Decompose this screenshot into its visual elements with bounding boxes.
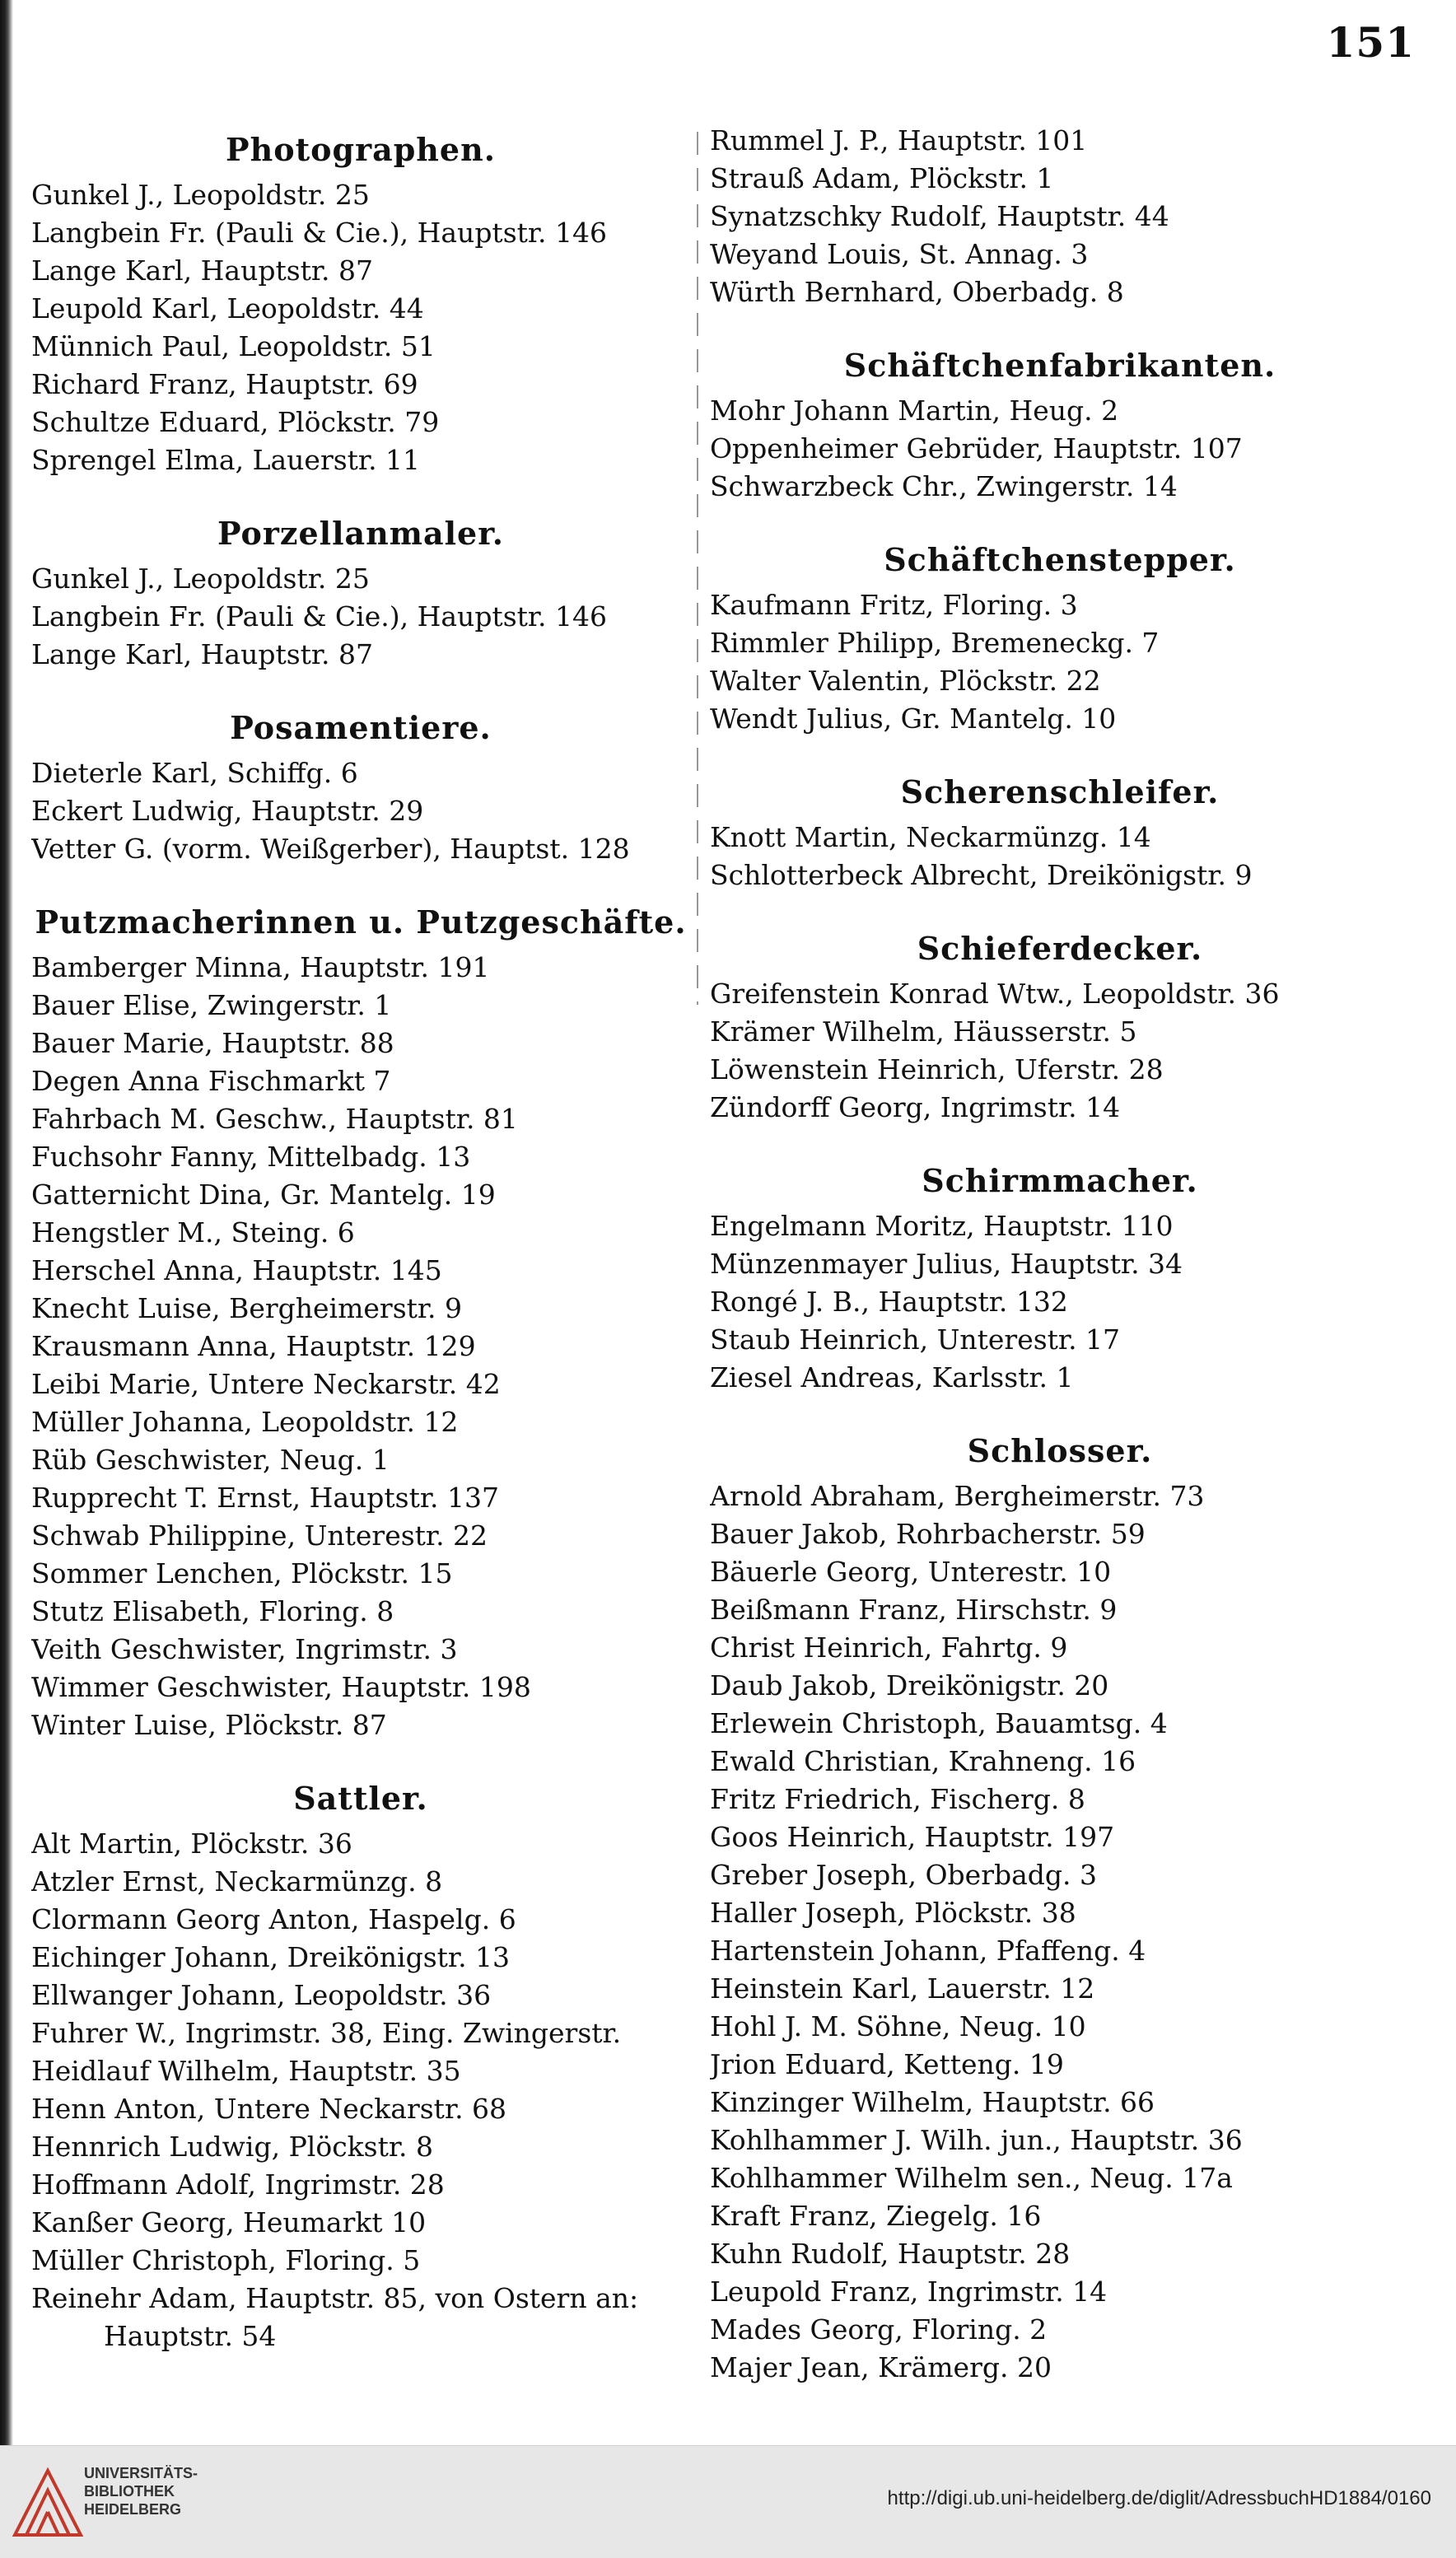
directory-entry: Langbein Fr. (Pauli & Cie.), Hauptstr. 146 — [31, 217, 608, 249]
directory-entry: Dieterle Karl, Schiffg. 6 — [31, 757, 358, 789]
directory-entry: Wendt Julius, Gr. Mantelg. 10 — [710, 703, 1117, 735]
section-title: Porzellanmaler. — [217, 515, 504, 552]
directory-entry: Veith Geschwister, Ingrimstr. 3 — [31, 1633, 458, 1665]
directory-entry: Müller Johanna, Leopoldstr. 12 — [31, 1406, 459, 1438]
section-title: Sattler. — [293, 1780, 428, 1817]
directory-entry: Krämer Wilhelm, Häusserstr. 5 — [710, 1015, 1137, 1048]
directory-entry: Schlotterbeck Albrecht, Dreikönigstr. 9 — [710, 859, 1253, 891]
directory-section — [31, 1772, 690, 2355]
section-gap — [31, 868, 690, 896]
directory-section — [710, 339, 1410, 506]
directory-entry: Rimmler Philipp, Bremeneckg. 7 — [710, 627, 1160, 659]
directory-entry: Hennrich Ludwig, Plöckstr. 8 — [31, 2131, 433, 2163]
directory-entry: Synatzschky Rudolf, Hauptstr. 44 — [710, 200, 1169, 232]
directory-entry: Schwarzbeck Chr., Zwingerstr. 14 — [710, 470, 1178, 502]
directory-entry: Staub Heinrich, Unterestr. 17 — [710, 1323, 1121, 1356]
directory-entry: Münnich Paul, Leopoldstr. 51 — [31, 330, 436, 362]
directory-entry: Eckert Ludwig, Hauptstr. 29 — [31, 795, 424, 827]
directory-entry: Beißmann Franz, Hirschstr. 9 — [710, 1594, 1118, 1626]
entry-list — [710, 586, 1410, 738]
directory-entry: Rupprecht T. Ernst, Hauptstr. 137 — [31, 1482, 499, 1514]
directory-entry: Hoffmann Adolf, Ingrimstr. 28 — [31, 2168, 445, 2201]
directory-entry: Erlewein Christoph, Bauamtsg. 4 — [710, 1707, 1168, 1739]
directory-entry: Rongé J. B., Hauptstr. 132 — [710, 1286, 1068, 1318]
section-title: Schäftchenfabrikanten. — [843, 347, 1276, 384]
directory-entry: Würth Bernhard, Oberbadg. 8 — [710, 276, 1124, 308]
directory-entry: Stutz Elisabeth, Floring. 8 — [31, 1595, 394, 1627]
directory-entry: Kinzinger Wilhelm, Hauptstr. 66 — [710, 2086, 1155, 2118]
right-column — [710, 122, 1410, 2387]
directory-section — [31, 124, 690, 479]
directory-entry: Alt Martin, Plöckstr. 36 — [31, 1827, 352, 1860]
directory-entry: Ziesel Andreas, Karlsstr. 1 — [710, 1361, 1074, 1393]
directory-entry: Mohr Johann Martin, Heug. 2 — [710, 394, 1119, 427]
entry-list — [710, 392, 1410, 506]
directory-entry: Lange Karl, Hauptstr. 87 — [31, 254, 374, 287]
directory-entry: Bäuerle Georg, Unterestr. 10 — [710, 1556, 1112, 1588]
directory-entry: Richard Franz, Hauptstr. 69 — [31, 368, 418, 400]
directory-entry: Knecht Luise, Bergheimerstr. 9 — [31, 1292, 463, 1324]
section-title: Schäftchenstepper. — [884, 541, 1236, 578]
directory-entry: Ellwanger Johann, Leopoldstr. 36 — [31, 1979, 492, 2011]
directory-entry: Goos Heinrich, Hauptstr. 197 — [710, 1821, 1115, 1853]
entry-list — [710, 1207, 1410, 1397]
directory-entry: Löwenstein Heinrich, Uferstr. 28 — [710, 1053, 1164, 1085]
section-title: Schirmmacher. — [922, 1162, 1198, 1199]
directory-entry: Heinstein Karl, Lauerstr. 12 — [710, 1972, 1095, 2005]
directory-entry: Hartenstein Johann, Pfaffeng. 4 — [710, 1935, 1146, 1967]
directory-entry: Atzler Ernst, Neckarmünzg. 8 — [31, 1865, 443, 1897]
directory-entry: Hohl J. M. Söhne, Neug. 10 — [710, 2010, 1086, 2042]
directory-entry: Leupold Franz, Ingrimstr. 14 — [710, 2276, 1108, 2308]
directory-section — [31, 896, 690, 1744]
directory-entry: Daub Jakob, Dreikönigstr. 20 — [710, 1669, 1109, 1701]
entry-list — [710, 1477, 1410, 2387]
section-gap — [710, 506, 1410, 534]
directory-entry: Sommer Lenchen, Plöckstr. 15 — [31, 1557, 453, 1589]
directory-entry: Kohlhammer J. Wilh. jun., Hauptstr. 36 — [710, 2124, 1243, 2156]
library-name-line: BIBLIOTHEK — [84, 2483, 175, 2500]
directory-entry: Gunkel J., Leopoldstr. 25 — [31, 179, 370, 211]
directory-entry: Vetter G. (vorm. Weißgerber), Hauptst. 128 — [31, 833, 630, 865]
section-gap — [710, 894, 1410, 922]
directory-entry: Heidlauf Wilhelm, Hauptstr. 35 — [31, 2055, 461, 2087]
directory-entry: Eichinger Johann, Dreikönigstr. 13 — [31, 1941, 511, 1973]
section-gap — [710, 1397, 1410, 1425]
directory-section — [710, 1425, 1410, 2387]
directory-entry: Rummel J. P., Hauptstr. 101 — [710, 124, 1088, 156]
section-title: Posamentiere. — [230, 709, 492, 746]
directory-entry: Münzenmayer Julius, Hauptstr. 34 — [710, 1248, 1183, 1280]
directory-entry: Mades Georg, Floring. 2 — [710, 2313, 1048, 2346]
directory-entry: Bauer Marie, Hauptstr. 88 — [31, 1027, 394, 1059]
directory-entry: Arnold Abraham, Bergheimerstr. 73 — [710, 1480, 1205, 1512]
section-title: Photographen. — [226, 131, 496, 168]
directory-entry: Bauer Jakob, Rohrbacherstr. 59 — [710, 1518, 1146, 1550]
entry-list — [710, 122, 1410, 311]
directory-entry: Schwab Philippine, Unterestr. 22 — [31, 1519, 488, 1552]
directory-entry: Kaufmann Fritz, Floring. 3 — [710, 589, 1078, 621]
directory-entry: Hauptstr. 54 — [104, 2320, 277, 2352]
directory-section — [710, 534, 1410, 738]
entry-list — [31, 560, 690, 674]
entry-list — [710, 819, 1410, 894]
university-library-logo — [10, 2464, 86, 2540]
scan-edge — [0, 0, 13, 2454]
directory-entry: Clormann Georg Anton, Haspelg. 6 — [31, 1903, 516, 1935]
directory-entry: Krausmann Anna, Hauptstr. 129 — [31, 1330, 476, 1362]
page-number: 151 — [1326, 18, 1415, 67]
directory-entry: Sprengel Elma, Lauerstr. 11 — [31, 444, 421, 476]
directory-entry: Fuhrer W., Ingrimstr. 38, Eing. Zwingerstr. — [31, 2017, 622, 2049]
directory-entry: Gunkel J., Leopoldstr. 25 — [31, 562, 370, 595]
directory-entry: Greber Joseph, Oberbadg. 3 — [710, 1859, 1098, 1891]
directory-entry: Leibi Marie, Untere Neckarstr. 42 — [31, 1368, 501, 1400]
directory-entry: Bamberger Minna, Hauptstr. 191 — [31, 951, 490, 983]
directory-entry: Rüb Geschwister, Neug. 1 — [31, 1444, 390, 1476]
section-gap — [710, 311, 1410, 339]
library-name-line: UNIVERSITÄTS- — [84, 2465, 198, 2481]
section-gap — [31, 674, 690, 702]
directory-entry: Majer Jean, Krämerg. 20 — [710, 2351, 1052, 2383]
directory-entry: Kuhn Rudolf, Hauptstr. 28 — [710, 2238, 1071, 2270]
directory-entry: Lange Karl, Hauptstr. 87 — [31, 638, 374, 670]
directory-entry: Herschel Anna, Hauptstr. 145 — [31, 1254, 442, 1286]
directory-entry: Weyand Louis, St. Annag. 3 — [710, 238, 1089, 270]
directory-entry: Walter Valentin, Plöckstr. 22 — [710, 665, 1101, 697]
directory-entry: Jrion Eduard, Ketteng. 19 — [710, 2048, 1064, 2080]
directory-section — [710, 766, 1410, 894]
directory-entry: Gatternicht Dina, Gr. Mantelg. 19 — [31, 1179, 496, 1211]
directory-entry: Winter Luise, Plöckstr. 87 — [31, 1709, 387, 1741]
directory-entry: Knott Martin, Neckarmünzg. 14 — [710, 821, 1151, 853]
directory-entry: Strauß Adam, Plöckstr. 1 — [710, 162, 1054, 194]
directory-section — [710, 122, 1410, 311]
entry-list — [710, 975, 1410, 1127]
directory-entry: Bauer Elise, Zwingerstr. 1 — [31, 989, 392, 1021]
column-divider — [697, 132, 698, 1005]
entry-list — [31, 754, 690, 868]
entry-list — [31, 949, 690, 1744]
directory-section — [31, 507, 690, 674]
section-gap — [710, 738, 1410, 766]
directory-entry: Wimmer Geschwister, Hauptstr. 198 — [31, 1671, 531, 1703]
directory-entry: Engelmann Moritz, Hauptstr. 110 — [710, 1210, 1174, 1242]
directory-entry: Oppenheimer Gebrüder, Hauptstr. 107 — [710, 432, 1243, 464]
directory-entry: Zündorff Georg, Ingrimstr. 14 — [710, 1091, 1121, 1123]
directory-entry: Fuchsohr Fanny, Mittelbadg. 13 — [31, 1141, 471, 1173]
directory-entry: Fahrbach M. Geschw., Hauptstr. 81 — [31, 1103, 518, 1135]
entry-list — [31, 1825, 690, 2355]
section-title: Schlosser. — [967, 1432, 1153, 1469]
directory-section — [710, 922, 1410, 1127]
directory-entry: Kanßer Georg, Heumarkt 10 — [31, 2206, 427, 2238]
directory-entry: Christ Heinrich, Fahrtg. 9 — [710, 1631, 1068, 1664]
directory-entry: Schultze Eduard, Plöckstr. 79 — [31, 406, 440, 438]
directory-entry: Langbein Fr. (Pauli & Cie.), Hauptstr. 146 — [31, 600, 608, 632]
section-gap — [710, 1127, 1410, 1155]
directory-entry: Henn Anton, Untere Neckarstr. 68 — [31, 2093, 507, 2125]
directory-entry: Müller Christoph, Floring. 5 — [31, 2244, 421, 2276]
directory-entry: Ewald Christian, Krahneng. 16 — [710, 1745, 1136, 1777]
section-title: Putzmacherinnen u. Putzgeschäfte. — [35, 903, 687, 941]
footer-bar — [0, 2445, 1456, 2558]
section-gap — [31, 1744, 690, 1772]
directory-entry: Kraft Franz, Ziegelg. 16 — [710, 2200, 1042, 2232]
directory-entry: Kohlhammer Wilhelm sen., Neug. 17a — [710, 2162, 1233, 2194]
directory-entry: Degen Anna Fischmarkt 7 — [31, 1065, 391, 1097]
library-name-line: HEIDELBERG — [84, 2501, 182, 2518]
section-gap — [31, 479, 690, 507]
directory-section — [710, 1155, 1410, 1397]
section-title: Scherenschleifer. — [900, 773, 1220, 810]
directory-entry: Fritz Friedrich, Fischerg. 8 — [710, 1783, 1085, 1815]
source-url-link[interactable]: http://digi.ub.uni-heidelberg.de/diglit/AdressbuchHD1884/0160 — [887, 2487, 1431, 2509]
section-title: Schieferdecker. — [917, 930, 1203, 967]
directory-section — [31, 702, 690, 868]
directory-entry: Haller Joseph, Plöckstr. 38 — [710, 1897, 1076, 1929]
directory-entry: Greifenstein Konrad Wtw., Leopoldstr. 36 — [710, 978, 1280, 1010]
directory-entry: Hengstler M., Steing. 6 — [31, 1216, 355, 1249]
library-name — [84, 2464, 198, 2518]
directory-entry: Reinehr Adam, Hauptstr. 85, von Ostern an: — [31, 2282, 639, 2314]
directory-entry: Leupold Karl, Leopoldstr. 44 — [31, 292, 424, 324]
entry-list — [31, 176, 690, 479]
left-column — [31, 124, 690, 2355]
